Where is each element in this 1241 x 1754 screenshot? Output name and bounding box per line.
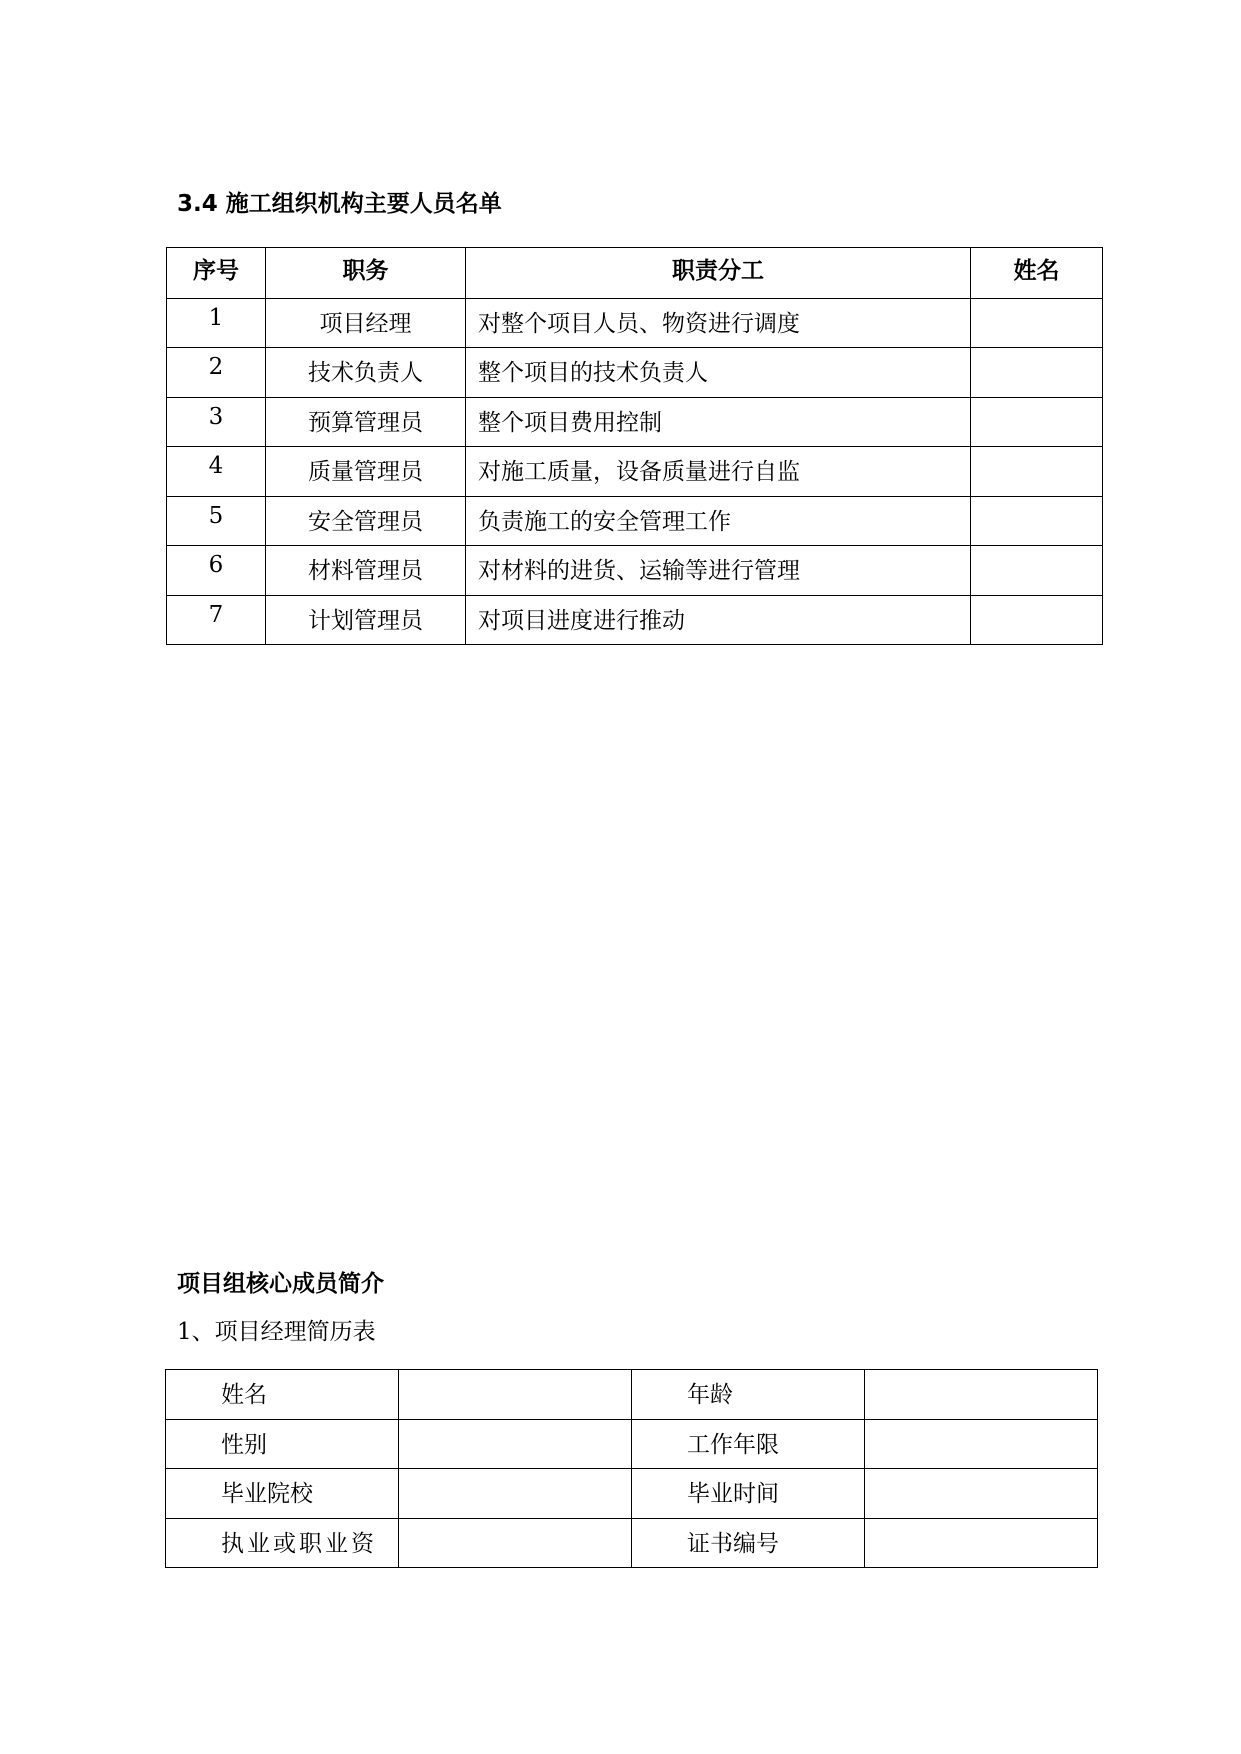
row-number: 2	[167, 348, 266, 398]
field-label: 执业或职业资	[166, 1518, 399, 1568]
row-number: 3	[167, 397, 266, 447]
row-position: 项目经理	[266, 298, 466, 348]
row-name-cell[interactable]	[971, 397, 1103, 447]
row-duty: 对施工质量，设备质量进行自监	[466, 447, 971, 497]
table-row	[167, 496, 1103, 546]
section-title: 3.4 施工组织机构主要人员名单	[177, 191, 502, 217]
field-value[interactable]	[399, 1518, 632, 1568]
table-row	[167, 447, 1103, 497]
row-duty: 对材料的进货、运输等进行管理	[466, 546, 971, 596]
table-row	[167, 595, 1103, 645]
row-name-cell[interactable]	[971, 595, 1103, 645]
field-value[interactable]	[865, 1419, 1098, 1469]
row-number: 4	[167, 447, 266, 497]
table-row	[167, 397, 1103, 447]
staff-table	[166, 247, 1103, 645]
row-number: 1	[167, 298, 266, 348]
field-label: 证书编号	[632, 1518, 865, 1568]
row-number: 5	[167, 496, 266, 546]
row-duty: 整个项目的技术负责人	[466, 348, 971, 398]
table-row	[167, 546, 1103, 596]
field-value[interactable]	[399, 1370, 632, 1420]
field-label: 姓名	[166, 1370, 399, 1420]
field-value[interactable]	[865, 1469, 1098, 1519]
section-subtitle: 1、项目经理简历表	[177, 1319, 376, 1345]
row-position: 材料管理员	[266, 546, 466, 596]
field-value[interactable]	[865, 1370, 1098, 1420]
table-row	[166, 1419, 1098, 1469]
field-label: 工作年限	[632, 1419, 865, 1469]
row-name-cell[interactable]	[971, 546, 1103, 596]
field-label: 性别	[166, 1419, 399, 1469]
resume-table	[165, 1369, 1098, 1568]
table-row	[167, 298, 1103, 348]
section-title: 项目组核心成员简介	[177, 1271, 384, 1297]
table-row	[166, 1370, 1098, 1420]
row-duty: 整个项目费用控制	[466, 397, 971, 447]
table-header-row	[167, 248, 1103, 299]
row-position: 质量管理员	[266, 447, 466, 497]
table-row	[166, 1518, 1098, 1568]
row-duty: 对项目进度进行推动	[466, 595, 971, 645]
header-name: 姓名	[971, 248, 1103, 299]
row-duty: 负责施工的安全管理工作	[466, 496, 971, 546]
field-label: 年龄	[632, 1370, 865, 1420]
row-duty: 对整个项目人员、物资进行调度	[466, 298, 971, 348]
row-name-cell[interactable]	[971, 298, 1103, 348]
table-row	[167, 348, 1103, 398]
row-position: 技术负责人	[266, 348, 466, 398]
header-position: 职务	[266, 248, 466, 299]
row-name-cell[interactable]	[971, 348, 1103, 398]
header-duty: 职责分工	[466, 248, 971, 299]
row-position: 安全管理员	[266, 496, 466, 546]
row-number: 6	[167, 546, 266, 596]
field-label: 毕业院校	[166, 1469, 399, 1519]
row-name-cell[interactable]	[971, 496, 1103, 546]
table-row	[166, 1469, 1098, 1519]
row-number: 7	[167, 595, 266, 645]
row-name-cell[interactable]	[971, 447, 1103, 497]
row-position: 预算管理员	[266, 397, 466, 447]
header-number: 序号	[167, 248, 266, 299]
field-value[interactable]	[865, 1518, 1098, 1568]
field-label: 毕业时间	[632, 1469, 865, 1519]
row-position: 计划管理员	[266, 595, 466, 645]
field-value[interactable]	[399, 1469, 632, 1519]
field-value[interactable]	[399, 1419, 632, 1469]
